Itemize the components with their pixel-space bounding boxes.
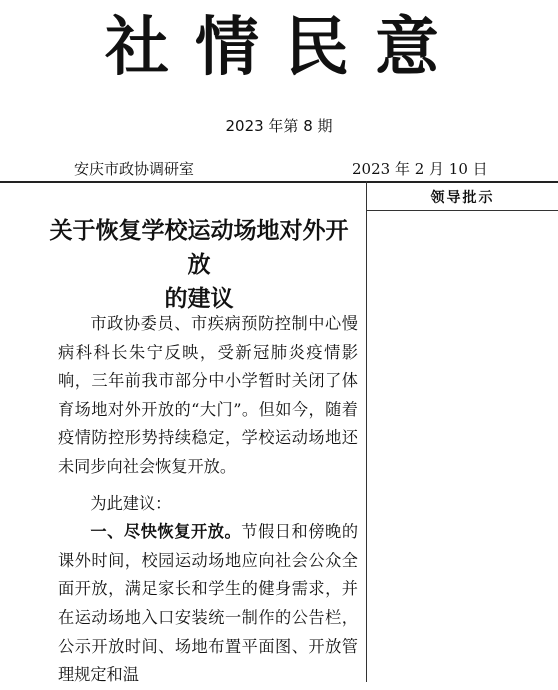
article-title-line-1: 关于恢复学校运动场地对外开放 [49,217,349,278]
article-body [58,310,358,690]
paragraph-suggestion-1 [58,518,358,690]
sidebar-divider [367,210,558,211]
source-attribution: 市政协委员、市疾病预防控制中心慢病科科长朱宁 [58,314,358,362]
paragraph-background [58,310,358,482]
article-title-line-2: 的建议 [164,285,234,312]
article-title [40,214,358,316]
paragraph-background-text: 反映，受新冠肺炎疫情影响，三年前我市部分中小学暂时关闭了体育场地对外开放的“大门”。但如今，随着疫情防控形势持续稳定，学校运动场地还未同步向社会恢复开放。 [58,342,359,476]
issue-date: 2023 年 2 月 10 日 [352,160,488,178]
leader-instructions-label: 领导批示 [430,190,495,206]
suggestion-1-text: 节假日和傍晚的课外时间，校园运动场地应向社会公众全面开放，满足家长和学生的健身需求，并在运动场地入口安装统一制作的公告栏，公示开放时间、场地布置平面图、开放管理规定和温 [58,522,359,685]
issue-number: 2023 年第 8 期 [225,117,333,135]
paragraph-intro: 为此建议： [90,493,172,513]
suggestion-1-heading: 一、尽快恢复开放。 [90,522,242,542]
header-divider [0,181,558,183]
column-divider [366,181,367,682]
masthead-title: 社情民意 [105,10,465,85]
issuing-organization: 安庆市政协调研室 [74,160,195,178]
